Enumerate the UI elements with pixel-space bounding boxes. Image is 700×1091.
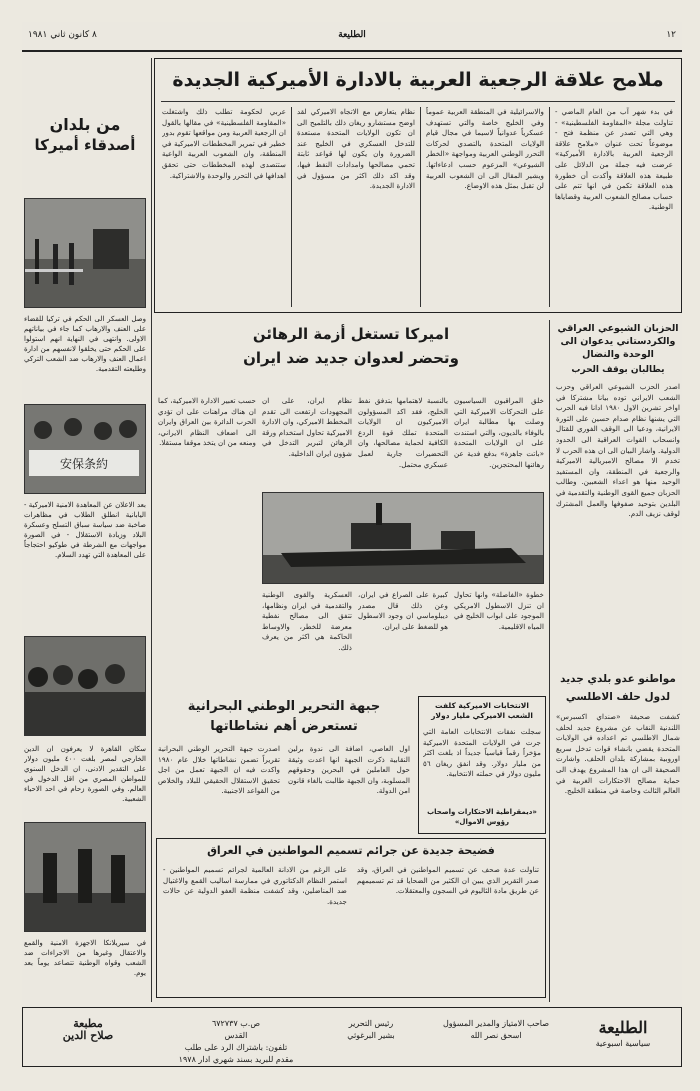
photo-crowd [24,636,146,736]
hostage-col-1: خلق المراقبون السياسيون على التحركات الاميركية التي وصلت بها مطالبة ايران بالوفاء بالديون، والتي استندت على ان الولايات المتحدة «باتت جاهزة» بدفع فدية عن رهائنها المحتجزين. [454,396,544,469]
nato-body: كشفت صحيفة «صنداي اكسبرس» اللندنية النقاب عن مشروع جديد لحلف شمال الاطلسي تم اعداده في الولايات المتحدة يقضي بانشاء قوات تدخل سريع اوروبية بمشاركة بلدان الحلف. واشارت الصحيفة الى ان هذا المشروع يهدف الى حماية مصالح الاحتكارات الغربية في العالم الثالث وخاصة في منطقة الخليج. [556,712,680,796]
hostage-headline-1: اميركا تستغل أزمة الرهائن [252,325,450,343]
footer-press [33,1018,143,1042]
footer-phone-1: تلفون: باشتراك الرد على طلب [184,1043,288,1052]
nato-headline-2: لدول حلف الاطلسي [565,691,671,703]
iraqi-parties-story [554,320,682,660]
bahrain-col-1: اول العاصي، اضافة الى ندوة برلين النقابية ذكرت الجبهة انها اعدت وثيقة حول العاملين في البحرين وحقوقهم المسلوبة، وان الجبهة طالبت بالغاء قانون امن الدولة. [288,744,410,796]
caption-soldiers: في سيريلانكا الاجهزة الامنية والقمع والاعتقال وغيرها من الاجراءات ضد الشعب وقواه الوطنية تتصاعد يوماً بعد يوم. [24,939,146,977]
photo-checkpoint [24,198,146,308]
iraq-col-2: على الرغم من الادانة العالمية لجرائم تسميم المواطنين - استمر النظام الدكتاتوري في ممارسة اساليب القمع والاغتيال ضد المناضلين، وقد كشفت منظمة العفو الدولية عن حالات جديدة. [163,865,347,906]
hostage-col-3: نظام ايران، على ان المجهودات ارتفعت الى تقدم المخطط الاميركي، وان الادارة الاميركية تحاول استخدام ورقة الرهائن لتبرير التدخل في شؤون ايران الداخلية. [262,396,352,458]
footer [22,1007,682,1067]
election-tagline: «ديمقراطية الاحتكارات واصحاب رؤوس الاموال» [427,808,537,826]
footer-phone-2: مقدم للبريد بسند شهري ادار ١٩٧٨ [178,1055,294,1064]
side-story [22,58,148,748]
main-story-col-2: والاسرائيلية في المنطقة العربية عموماً وفي الخليج خاصة والتي تستهدف عسكرياً عدوانياً لاسيما في مجال قيام الولايات المتحدة بالتصدي لحركات التحرر الوطني العربية ومواجهة «الخطر الشيوعي» المزعوم حسب ادعاءاتها. ويشير المقال الى ان الشعوب العربية لن تقبل بمثل هذه الاوضاع. [426,107,544,191]
newspaper-page [22,22,682,1067]
footer-editor-name: بشير البرغوثي [347,1031,395,1040]
page-header [22,22,682,52]
footer-owner-name: اسحق نصر الله [470,1031,522,1040]
footer-masthead-title: الطليعة [598,1018,648,1037]
footer-editor-label: رئيس التحرير [348,1019,394,1028]
footer-press-2: صلاح الدين [62,1029,114,1042]
footer-masthead-sub: سياسية اسبوعية [595,1039,651,1048]
bahrain-col-2: اصدرت جبهة التحرير الوطني البحرانية تقريراً تضمن نشاطاتها خلال عام ١٩٨٠ واكدت فيه ان الجبهة تعمل من اجل تحقيق الاستقلال الحقيقي للبلاد والخلاص من القواعد الاجنبية. [158,744,280,796]
hostage-col-6: كبيرة على الصراع في ايران، وعن ذلك قال مصدر ديبلوماسي ان وجود الاسطول هو للضغط على ايران. [358,590,448,631]
page-number: ١٢ [666,30,676,40]
hostage-col-4: حسب تعبير الادارة الاميركية، كما ان هناك مراهنات على ان تؤدي الحرب الدائرة بين العراق وايران الى اضعاف النظام الايراني، ومنعه من ان يتخذ موقفا مستقلا. [158,396,256,448]
photo-protest [24,404,146,494]
main-story-headline: ملامح علاقة الرجعية العربية بالادارة الأميركية الجديدة [172,69,664,91]
caption-checkpoint: وصل العسكر الى الحكم في تركيا للقضاء على العنف والارهاب كما جاء في بياناتهم الاولى. وانتهى في النهاية انهم استولوا على الحكم حتى يخلقوا لانفسهم من ادارة اعمال العنف والارهاب ضد الشعب التركي وطليعته التقدمية. [24,315,146,373]
photo-soldiers [24,822,146,932]
caption-protest: بعد الاعلان عن المعاهدة الامنية الاميركية - اليابانية انطلق الطلاب في مظاهرات صاخبة ضد سياسة سباق التسلح وعسكرة البلاد وزيادة الاستقلال - في الصورة مواجهات مع الشرطة في طوكيو احتجاجاً على المعاهدة التي تهدد السلام. [24,501,146,559]
iraqi-parties-body: اصدر الحزب الشيوعي العراقي وحزب الشعب الايراني توده بيانا مشتركا في اواخر تشرين الاول ١٩٨٠ ادانا فيه الحرب التي يشنها نظام صدام حسين على الثورة الايرانية، ودعيا الى الوقف الفوري للقتال وانسحاب القوات العراقية الى الحدود الدولية. واشار البيان الى ان هذه الحرب لا تخدم الا مصالح الامبريالية الاميركية والرجعية في المنطقة، وان المستفيد الوحيد منها هو اعداء الشعبين. وطالب الحزبان جميع القوى الوطنية والتقدمية في البلدين بتوحيد صفوفها والعمل المشترك لوقف نزيف الدم. [556,382,680,519]
footer-owner-label: صاحب الامتياز والمدير المسؤول [442,1019,550,1028]
publication-name: الطليعة [338,30,366,40]
caption-crowd: سكان القاهرة لا يعرفون ان الدين الخارجي لمصر بلغت ٤٠٠ مليون دولار على التقدير الادنى، ان الدخل السنوي للمواطن المصري من اقل الدخول في العالم. وفي الصورة زحام في احد الاحياء الشعبية. [24,745,146,803]
footer-pobox: ص.ب ٦٧٢٧٣٧ [211,1019,261,1028]
footer-masthead [573,1018,673,1050]
svg-text:安保条約: 安保条約 [59,457,109,471]
hostage-col-2: بالنسبة لاهتمامها بتدفق نفط الخليج، فقد اكد المسؤولون الاميركيون ان الولايات المتحدة تملك قوة الردع الكافية لحماية مصالحها، وان التحضيرات جارية لعمل عسكري محتمل. [358,396,448,469]
iraqi-parties-headline: الحزبان الشيوعي العراقي والكردستاني يدعوان الى الوحدة والنضال [557,323,679,360]
main-story-col-4: عربي لحكومة تطلب ذلك واشتغلت «المقاومة الفلسطينية» في مقالها بالقول ان الرجعية العربية ومن مواقعها تقوم بدور خطير في تمرير المخططات الاميركية في المنطقة، وان الشعوب العربية الواعية ستتصدى لهذه المخططات حتى تحقق اهدافها في التحرر والوحدة والاشتراكية. [162,107,286,180]
iraq-headline: فضيحة جديدة عن جرائم تسميم المواطنين في العراق [207,844,495,857]
hostage-col-5: خطوة «الفاصلة» وانها تحاول ان تنزل الاسطول الامريكي الموجود على ابواب الخليج في المياه الاقليمية. [454,590,544,631]
iraq-col-1: تناولت عدة صحف عن تسميم المواطنين في العراق، وقد صدر التقرير الذي يبين ان الكثير من الضحايا قد تم تسميمهم عن طريق مادة الثاليوم في السجون والمعتقلات. [357,865,539,896]
footer-city: القدس [224,1031,248,1040]
side-story-headline-2: أصدقاء أميركا [34,136,136,154]
hostage-headline-2: وتحضر لعدوان جديد ضد ايران [243,349,459,367]
bahrain-headline-2: تستعرض أهم نشاطاتها [210,719,358,734]
election-box [418,696,546,834]
footer-contact [161,1018,311,1066]
iraq-story [156,838,546,998]
main-story-col-3: نظام يتعارض مع الاتجاه الاميركي لقد اوضح مستشارو ريغان ذلك بالتلميح الى ان تكون الولايات المتحدة مستعدة للتدخل العسكري في الخليج عند الضرورة وان يكون لها قواعد ثابتة تحمي مصالحها وامدادات النفط فيها، وقد اكد ذلك اكثر من مسؤول في الادارة الجديدة. [297,107,415,191]
hostage-col-7: العسكرية والقوى الوطنية والتقدمية في ايران ونظامها، تتفق الى مصالح نفطية معرضة للخطر، والاوساط الحاكمة هي اكثر من يعرف ذلك. [262,590,352,652]
footer-press-1: مطبعة [73,1017,103,1030]
election-title: الانتخابات الاميركية كلفت الشعب الاميركي مليار دولار [431,701,533,720]
footer-editor [321,1018,421,1042]
hostage-story [156,320,546,690]
main-story-col-1: في بدء شهر آب من العام الماضي - تناولت مجلة «المقاومة الفلسطينية» - وهي التي تصدر عن منظمة فتح - موضوعاً تحت عنوان «ملامح علاقة الرجعية العربية بالادارة الأميركية» عرضت فيه جملة من الدلائل على طبيعة هذه العلاقة وأكدت أن خطورة هذه العلاقة تكمن في انها تتم على حساب مصالح الشعوب العربية وقضاياها الوطنية. [555,107,673,212]
side-story-headline-1: من بلدان [49,115,121,134]
iraqi-parties-subhead: يطالبان بوقف الحرب [571,365,665,375]
issue-date: ٨ كانون ثاني ١٩٨١ [28,30,97,40]
main-story [154,58,682,313]
bahrain-headline-1: جبهة التحرير الوطني البحرانية [187,699,381,714]
photo-warship [262,492,544,584]
election-body: سجلت نفقات الانتخابات العامة التي جرت في الولايات المتحدة الاميركية مؤخراً رقماً قياسياً جديداً اذ بلغت اكثر من مليار دولار. وقد انفق ريغان ٥٦ مليون دولار في حملته الانتخابية. [423,727,541,779]
nato-headline-1: مواطنو عدو بلدي جديد [560,673,676,685]
footer-owner [441,1018,551,1042]
bahrain-story [156,696,412,830]
nato-story [554,668,682,1002]
